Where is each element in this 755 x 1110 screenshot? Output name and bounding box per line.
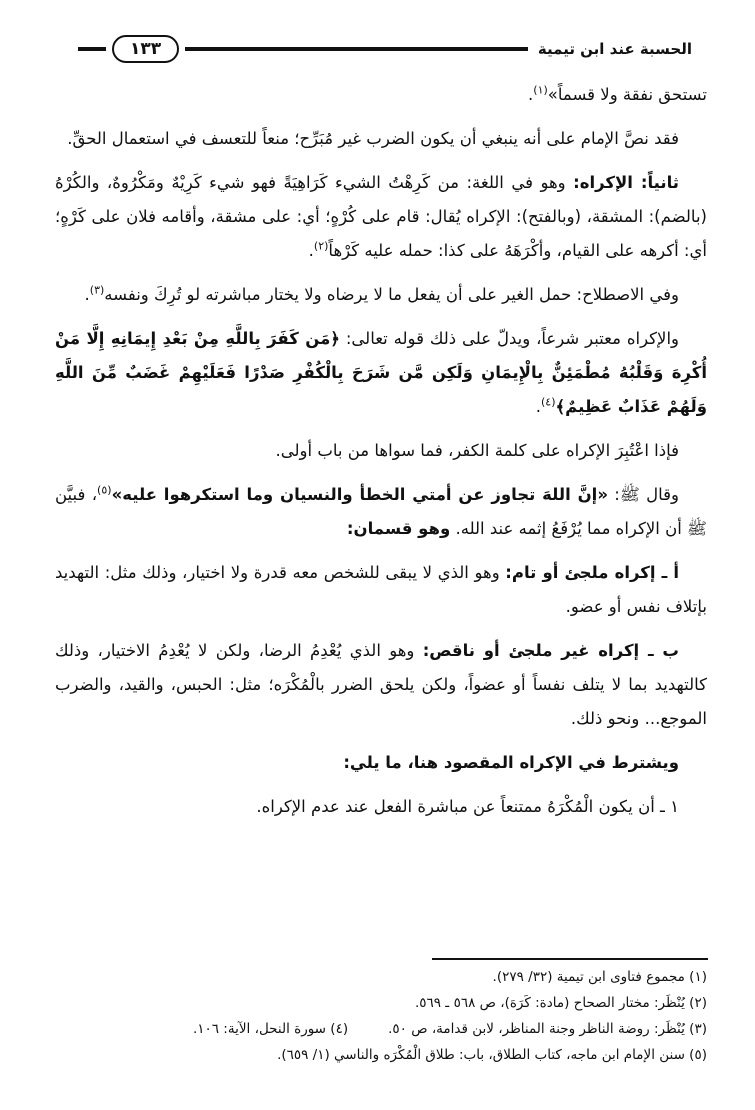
type-b-label: ب ـ إكراه غير ملجئ أو ناقص: <box>422 641 679 660</box>
footnote-ref-3: (٣) <box>89 283 105 297</box>
paragraph-type-b: ب ـ إكراه غير ملجئ أو ناقص: وهو الذي يُعْدِمُ الرضا، ولكن لا يُعْدِمُ الاختيار، وذلك كالتهديد بما لا يتلف نفساً أو عضواً، ولكن يلحق الضرر بالْمُكْرَه؛ مثل: الحبس، والقيد، والضرب الموجع... ونحو ذلك. <box>55 641 707 728</box>
footnote-3: (٣) يُنْظَر: روضة الناظر وجنة المناظر، لابن قدامة، ص ٥٠. <box>388 1021 707 1037</box>
running-title: الحسبة عند ابن تيمية <box>528 34 692 64</box>
footnote-ref-1: (١) <box>533 83 548 97</box>
page-number: ١٣٣ <box>112 35 179 63</box>
paragraph-quran-evidence: والإكراه معتبر شرعاً، ويدلّ على ذلك قوله تعالى: ﴿مَن كَفَرَ بِاللَّهِ مِنْ بَعْدِ إِيمَانِهِ إِلَّا مَنْ أُكْرِهَ وَقَلْبُهُ مُطْمَئِنٌّ بِالْإِيمَانِ وَلَكِن مَّن شَرَحَ بِالْكُفْرِ صَدْرًا فَعَلَيْهِمْ غَضَبٌ مِّنَ اللَّهِ وَلَهُمْ عَذَابٌ عَظِيمٌ﴾$^{(٤)}$. <box>55 329 707 416</box>
paragraph-conditions-heading: ويشترط في الإكراه المقصود هنا، ما يلي: <box>343 753 679 772</box>
footnote-2: (٢) يُنْظَر: مختار الصحاح (مادة: كَرَهَ)، ص ٥٦٨ ـ ٥٦٩. <box>414 995 707 1011</box>
paragraph-1: تستحق نفقة ولا قسماً»$^{(١)}$. <box>528 83 707 104</box>
paragraph-condition-1: ١ ـ أن يكون الْمُكْرَهُ ممتنعاً عن مباشرة الفعل عند عدم الإكراه. <box>256 797 679 816</box>
page-body <box>55 78 707 834</box>
footnote-ref-5: (٥) <box>97 483 112 497</box>
footnotes <box>55 964 707 1068</box>
footnote-divider <box>432 958 708 960</box>
paragraph-6: فإذا اعْتُبِرَ الإكراه على كلمة الكفر، فما سواها من باب أولى. <box>275 441 679 460</box>
page-header <box>78 34 692 64</box>
footnote-5: (٥) سنن الإمام ابن ماجه، كتاب الطلاق، باب: طلاق الْمُكْرَه والناسي (١/ ٦٥٩). <box>277 1047 707 1063</box>
paragraph-2: فقد نصَّ الإمام على أنه ينبغي أن يكون الضرب غير مُبَرِّح؛ منعاً للتعسف في استعمال الحقِّ. <box>67 129 679 148</box>
footnote-4: (٤) سورة النحل، الآية: ١٠٦. <box>192 1021 349 1037</box>
paragraph-terminology: وفي الاصطلاح: حمل الغير على أن يفعل ما لا يرضاه ولا يختار مباشرته لو تُرِكَ ونفسه$^{(٣)}$. <box>84 283 679 304</box>
paragraph-hadith: وقال ﷺ: «إنَّ اللهَ تجاوز عن أمتي الخطأ والنسيان وما استكرهوا عليه»$^{(٥)}$، فبيَّن ﷺ أن الإكراه مما يُرْفَعُ إثمه عند الله. وهو قسمان: <box>55 483 707 538</box>
footnote-ref-2: (٢) <box>313 239 329 253</box>
footnote-1: (١) مجموع فتاوى ابن تيمية (٣٢/ ٢٧٩). <box>492 969 707 985</box>
footnote-row-3-4 <box>55 1016 707 1042</box>
quran-verse: ﴿مَن كَفَرَ بِاللَّهِ مِنْ بَعْدِ إِيمَانِهِ إِلَّا مَنْ أُكْرِهَ وَقَلْبُهُ مُطْمَئِنٌّ بِالْإِيمَانِ وَلَكِن مَّن شَرَحَ بِالْكُفْرِ صَدْرًا فَعَلَيْهِمْ غَضَبٌ مِّنَ اللَّهِ وَلَهُمْ عَذَابٌ عَظِيمٌ﴾ <box>55 329 707 416</box>
type-a-label: أ ـ إكراه ملجئ أو تام: <box>505 563 679 582</box>
paragraph-type-a: أ ـ إكراه ملجئ أو تام: وهو الذي لا يبقى للشخص معه قدرة ولا اختيار، وذلك مثل: التهديد بإتلاف نفس أو عضو. <box>55 563 707 616</box>
hadith-text: «إنَّ اللهَ تجاوز عن أمتي الخطأ والنسيان وما استكرهوا عليه» <box>111 485 608 504</box>
paragraph-ikrah-definition: ثانياً: الإكراه: وهو في اللغة: من كَرِهْتُ الشيء كَرَاهِيَةً فهو شيء كَرِيْهٌ ومَكْرُوهٌ، والكُرْهُ (بالضم): المشقة، (وبالفتح): الإكراه يُقال: قام على كُرْهٍ؛ أي: على مشقة، وأقامه فلان على كَرْهٍ؛ أي: أكرهه على القيام، وأكْرَهَهُ على كذا: حمله عليه كَرْهاً$^{(٢)}$. <box>55 173 707 260</box>
footnote-ref-4: (٤) <box>540 395 556 409</box>
section-label: ثانياً: الإكراه: <box>573 173 679 192</box>
